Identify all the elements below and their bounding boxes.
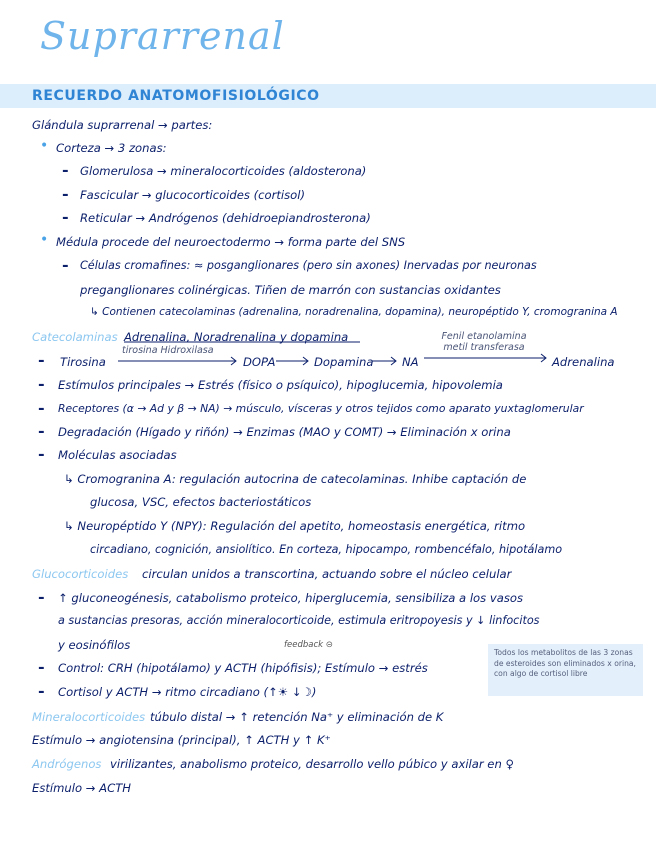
- pathway-dopa: DOPA: [243, 355, 276, 369]
- dash-icon: -: [38, 421, 45, 440]
- line-reticular: Reticular → Andrógenos (dehidroepiandrosterona): [80, 211, 371, 225]
- line-estimulos: Estímulos principales → Estrés (físico o psíquico), hipoglucemia, hipovolemia: [58, 378, 503, 392]
- line-fascicular: Fascicular → glucocorticoides (cortisol): [80, 188, 306, 202]
- line-androgenos: virilizantes, anabolismo proteico, desarrollo vello púbico y axilar en ♀: [110, 757, 514, 771]
- dash-icon: -: [38, 374, 45, 393]
- dash-icon: -: [38, 657, 45, 676]
- enzyme-pnmt: Fenil etanolamina metil transferasa: [441, 331, 527, 353]
- dash-icon: -: [38, 681, 45, 700]
- line-cromogranina-2: glucosa, VSC, efectos bacteriostáticos: [90, 495, 312, 509]
- pathway-tirosina: Tirosina: [60, 355, 106, 369]
- pathway-dopamina: Dopamina: [314, 355, 374, 369]
- line-cromogranina: ↳ Cromogranina A: regulación autocrina de catecolaminas. Inhibe captación de: [64, 472, 527, 486]
- line-degradacion: Degradación (Hígado y riñón) → Enzimas (MAO y COMT) → Eliminación x orina: [58, 425, 511, 439]
- enzyme-tirosina-hidroxilasa: tirosina Hidroxilasa: [122, 345, 214, 356]
- line-catecolaminas: Adrenalina, Noradrenalina y dopamina: [124, 330, 349, 344]
- line-corteza: Corteza → 3 zonas:: [56, 141, 167, 155]
- dash-icon: -: [38, 350, 45, 369]
- line-control: Control: CRH (hipotálamo) y ACTH (hipófisis); Estímulo → estrés: [58, 661, 428, 675]
- feedback-note: feedback ⊝: [284, 640, 333, 650]
- dash-icon: -: [62, 207, 69, 226]
- line-cortisol: Cortisol y ACTH → ritmo circadiano (↑☀ ↓☽): [58, 685, 317, 699]
- bullet-icon: •: [40, 138, 49, 154]
- dash-icon: -: [38, 444, 45, 463]
- pathway-adrenalina: Adrenalina: [552, 355, 615, 369]
- line-eosinofilos: y eosinófilos: [58, 638, 131, 652]
- line-presoras: a sustancias presoras, acción mineralocorticoide, estimula eritropoyesis y ↓ linfocitos: [58, 614, 540, 627]
- label-mineralocorticoides: Mineralocorticoides: [32, 710, 146, 724]
- dash-icon: -: [62, 255, 69, 274]
- page-title: Suprarrenal: [40, 14, 285, 58]
- line-estimulo-acth: Estímulo → ACTH: [32, 781, 131, 795]
- line-preganglionares: preganglionares colinérgicas. Tiñen de marrón con sustancias oxidantes: [80, 283, 501, 297]
- line-glomerulosa: Glomerulosa → mineralocorticoides (aldosterona): [80, 164, 367, 178]
- sticky-note-text: Todos los metabolitos de las 3 zonas de esteroides son eliminados x orina, con algo de cortisol libre: [494, 648, 636, 678]
- line-gluconeogenesis: ↑ gluconeogénesis, catabolismo proteico, hiperglucemia, sensibiliza a los vasos: [58, 591, 524, 605]
- section-header: RECUERDO ANATOMOFISIOLÓGICO: [32, 88, 320, 104]
- line-receptores: Receptores (α → Ad y β → NA) → músculo, vísceras y otros tejidos como aparato yuxtaglomerular: [58, 402, 584, 415]
- line-glandula: Glándula suprarrenal → partes:: [32, 118, 213, 132]
- label-glucocorticoides: Glucocorticoides: [32, 567, 129, 581]
- dash-icon: -: [38, 587, 45, 606]
- line-mineralocorticoides: túbulo distal → ↑ retención Na⁺ y eliminación de K: [150, 710, 444, 724]
- dash-icon: -: [62, 160, 69, 179]
- label-androgenos: Andrógenos: [32, 757, 102, 771]
- label-catecolaminas: Catecolaminas: [32, 330, 118, 344]
- line-medula: Médula procede del neuroectodermo → forma parte del SNS: [56, 235, 406, 249]
- line-cromafines: Células cromafines: ≈ posganglionares (pero sin axones) Inervadas por neuronas: [80, 259, 537, 272]
- line-npy: ↳ Neuropéptido Y (NPY): Regulación del apetito, homeostasis energética, ritmo: [64, 519, 526, 533]
- dash-icon: -: [62, 184, 69, 203]
- line-estimulo-angiotensina: Estímulo → angiotensina (principal), ↑ ACTH y ↑ K⁺: [32, 733, 331, 747]
- pathway-na: NA: [402, 355, 419, 369]
- dash-icon: -: [38, 398, 45, 417]
- line-npy-2: circadiano, cognición, ansiolítico. En corteza, hipocampo, rombencéfalo, hipotálamo: [90, 543, 563, 556]
- line-moleculas: Moléculas asociadas: [58, 448, 177, 462]
- bullet-icon: •: [40, 232, 49, 248]
- line-glucocorticoides: circulan unidos a transcortina, actuando sobre el núcleo celular: [142, 567, 512, 581]
- line-contienen: ↳ Contienen catecolaminas (adrenalina, noradrenalina, dopamina), neuropéptido Y, cromogranina A: [90, 306, 618, 318]
